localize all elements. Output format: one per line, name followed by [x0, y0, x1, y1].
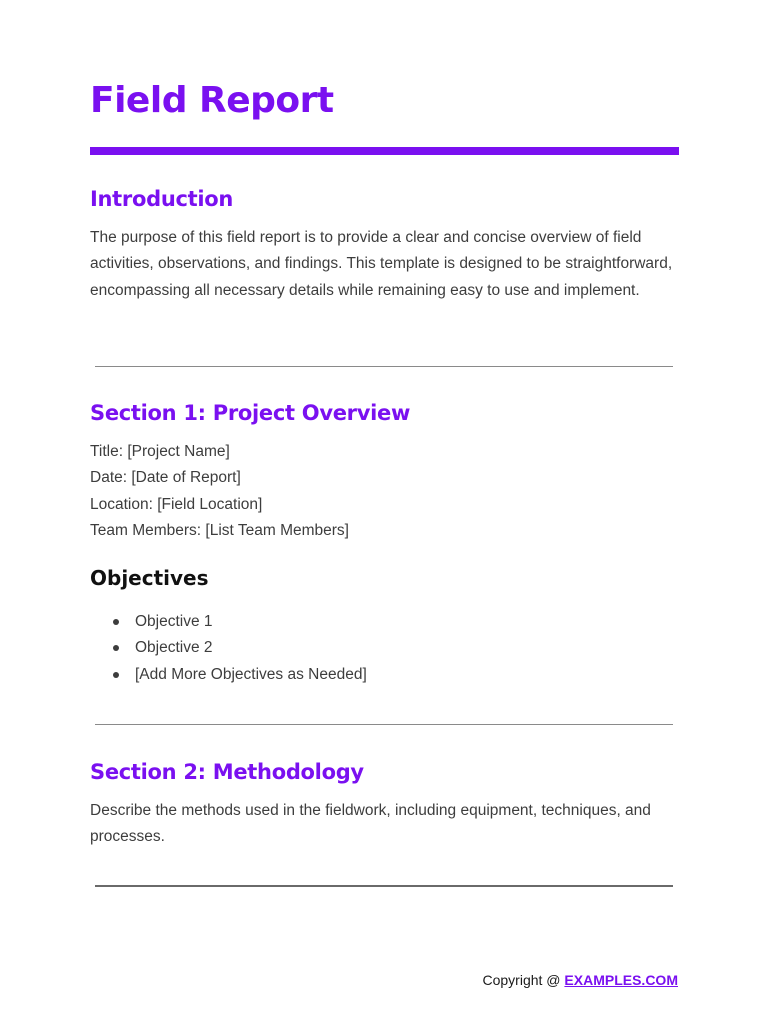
section-divider-2 [95, 724, 673, 725]
bullet-icon [113, 645, 119, 651]
list-item [90, 662, 367, 688]
title-underline-bar [90, 147, 679, 155]
objective-text: Objective 1 [135, 613, 213, 630]
section-divider-3 [95, 885, 673, 887]
introduction-heading: Introduction [90, 187, 234, 211]
objective-text: [Add More Objectives as Needed] [135, 665, 367, 683]
section2-body: Describe the methods used in the fieldwork, including equipment, techniques, and processes. [90, 802, 651, 846]
examples-link[interactable]: EXAMPLES.COM [564, 972, 678, 988]
field-title: Title: [Project Name] [90, 443, 230, 460]
copyright-footer [483, 972, 679, 988]
copyright-text: Copyright @ [482, 972, 565, 988]
list-item [90, 635, 367, 661]
project-overview-fields [90, 439, 349, 544]
list-item [90, 609, 367, 635]
section1-heading: Section 1: Project Overview [90, 401, 411, 425]
field-location: Location: [Field Location] [90, 495, 263, 513]
page-title: Field Report [90, 80, 334, 121]
objectives-heading: Objectives [90, 566, 209, 590]
field-date: Date: [Date of Report] [90, 469, 241, 487]
objectives-list [90, 609, 367, 688]
field-team-members: Team Members: [List Team Members] [90, 521, 349, 539]
section-divider-1 [95, 366, 673, 367]
bullet-icon [113, 619, 119, 625]
bullet-icon [113, 672, 119, 678]
section2-heading: Section 2: Methodology [90, 760, 364, 784]
introduction-body: The purpose of this field report is to provide a clear and concise overview of field activities, observations, and findings. This template is designed to be straightforward, encompassing all necessary details while remaining easy to use and implement. [90, 229, 673, 299]
objective-text: Objective 2 [135, 639, 213, 657]
